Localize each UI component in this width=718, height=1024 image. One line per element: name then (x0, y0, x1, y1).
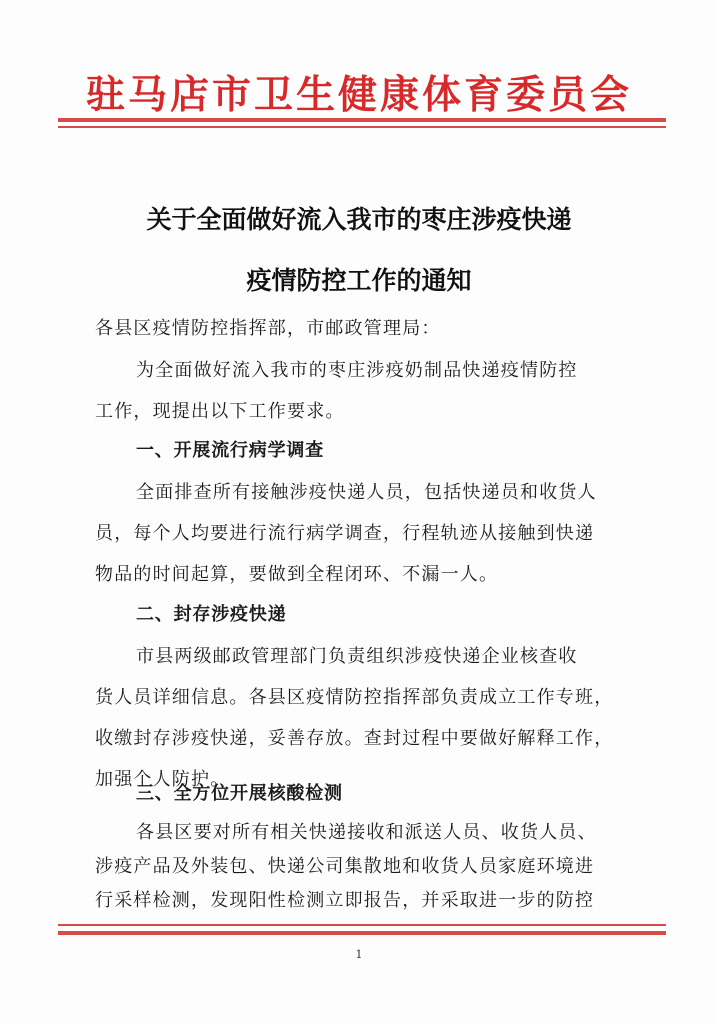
body-line: 收缴封存涉疫快递，妥善存放。查封过程中要做好解释工作， (95, 728, 614, 749)
body-line: 涉疫产品及外装包、快递公司集散地和收货人员家庭环境进 (95, 856, 595, 877)
footer-rule-thick (58, 931, 666, 935)
body-line: 货人员详细信息。各县区疫情防控指挥部负责成立工作专班， (95, 687, 614, 708)
body-line: 物品的时间起算，要做到全程闭环、不漏一人。 (95, 564, 499, 585)
document-title-line-2: 疫情防控工作的通知 (246, 266, 472, 295)
addressee: 各县区疫情防控指挥部，市邮政管理局： (95, 318, 441, 339)
page-number: 1 (355, 948, 363, 961)
issuing-organization: 驻马店市卫生健康体育委员会 (85, 72, 632, 118)
section-heading-1: 一、开展流行病学调查 (136, 440, 324, 461)
body-line: 全面排查所有接触涉疫快递人员，包括快递员和收货人 (136, 482, 597, 503)
document-title-line-1: 关于全面做好流入我市的枣庄涉疫快递 (146, 205, 572, 234)
body-line: 员，每个人均要进行流行病学调查，行程轨迹从接触到快递 (95, 523, 595, 544)
section-heading-2: 二、封存涉疫快递 (136, 604, 287, 625)
intro-line: 为全面做好流入我市的枣庄涉疫奶制品快递疫情防控 (136, 360, 578, 381)
body-line: 各县区要对所有相关快递接收和派送人员、收货人员、 (136, 822, 597, 843)
body-line: 加强个人防护。 (95, 769, 230, 790)
footer-rule-thin (58, 924, 666, 926)
body-line: 市县两级邮政管理部门负责组织涉疫快递企业核查收 (136, 646, 578, 667)
intro-line: 工作，现提出以下工作要求。 (95, 401, 345, 422)
section-heading-3: 三、全方位开展核酸检测 (136, 783, 343, 804)
body-line: 行采样检测，发现阳性检测立即报告，并采取进一步的防控 (95, 890, 595, 911)
header-rule-thick (58, 118, 666, 122)
header-rule-thin (58, 126, 666, 128)
